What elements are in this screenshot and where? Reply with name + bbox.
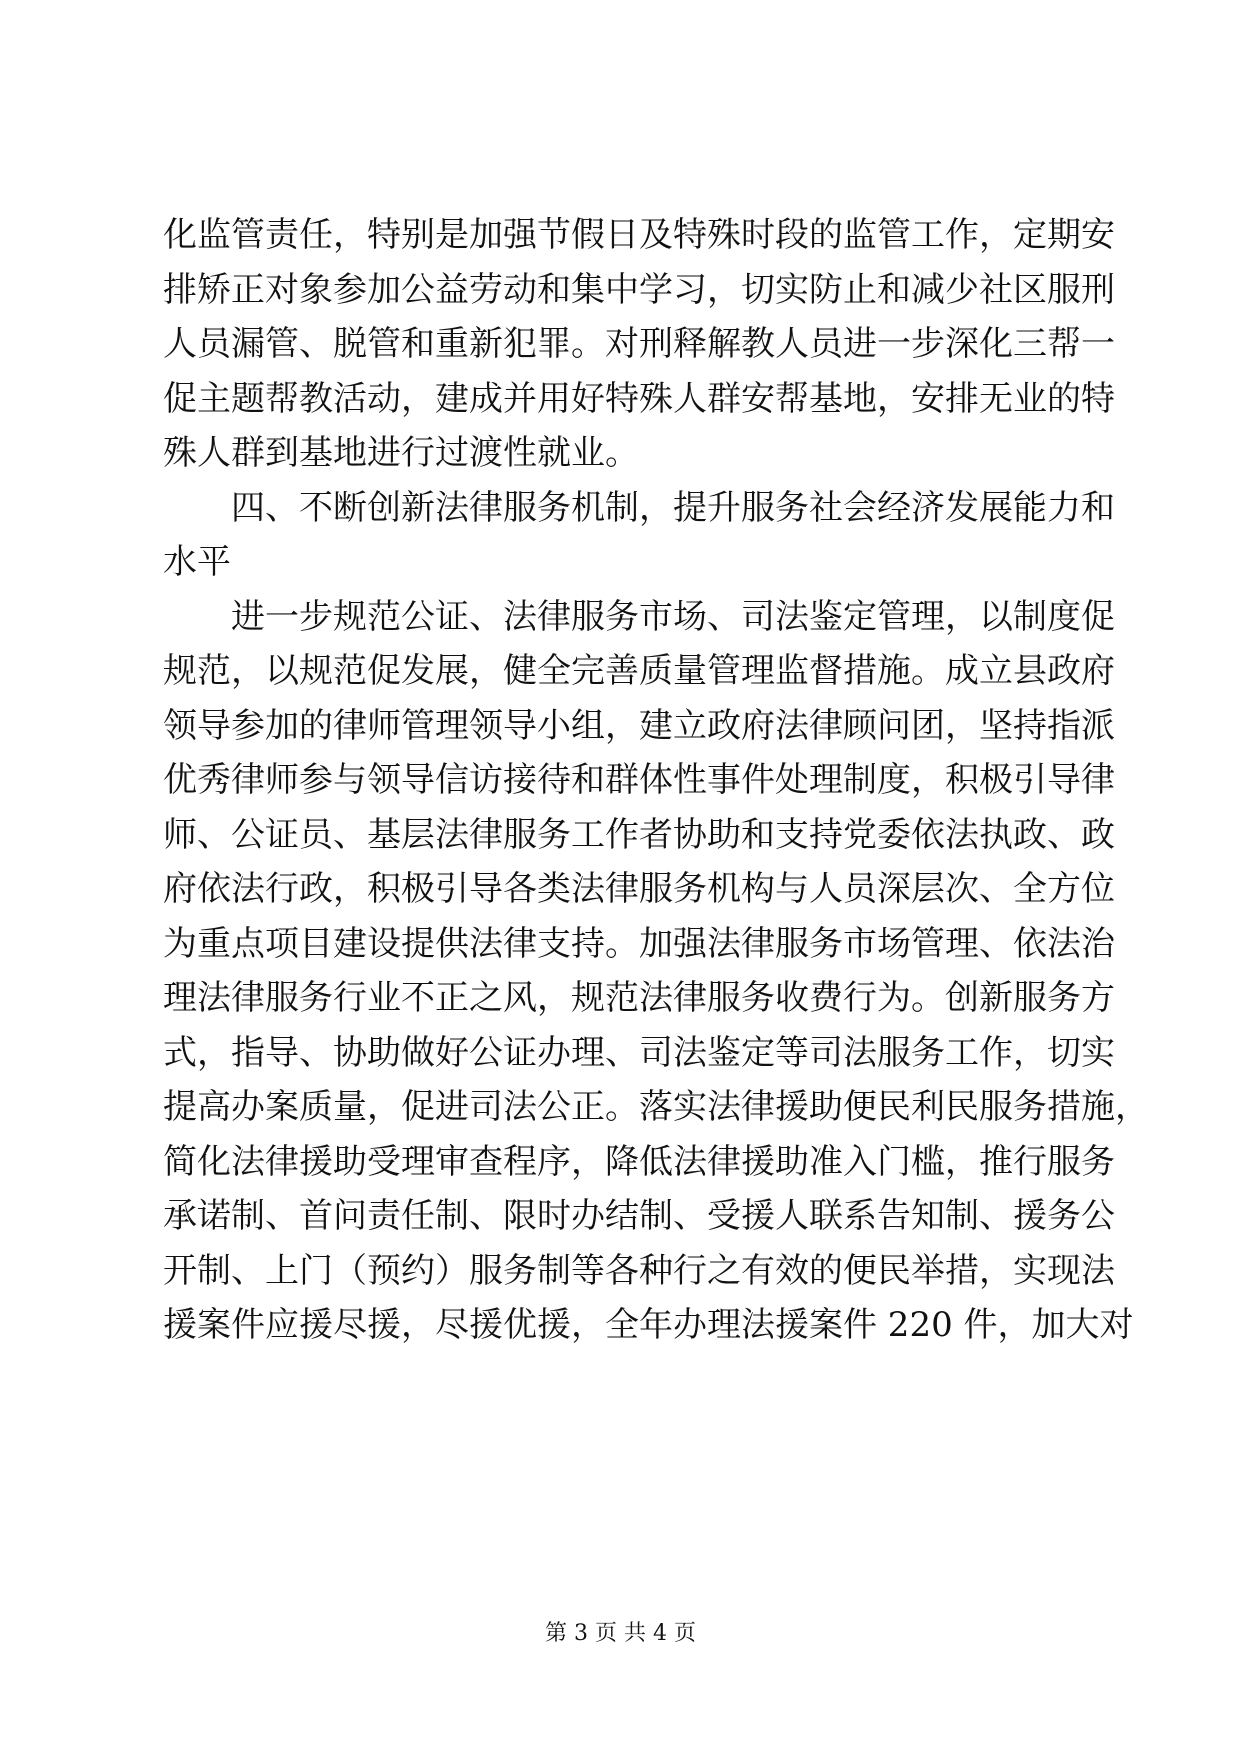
text-line: 简化法律援助受理审查程序，降低法律援助准入门槛，推行服务	[163, 1141, 1115, 1182]
text-line: 殊人群到基地进行过渡性就业。	[163, 433, 639, 473]
text-line: 化监管责任，特别是加强节假日及特殊时段的监管工作，定期安	[163, 215, 1115, 255]
text-line: 规范，以规范促发展，健全完善质量管理监督措施。成立县政府	[163, 651, 1115, 691]
text-line: 师、公证员、基层法律服务工作者协助和支持党委依法执政、政	[163, 814, 1115, 855]
text-line: 进一步规范公证、法律服务市场、司法鉴定管理，以制度促	[231, 596, 1115, 637]
text-line: 排矫正对象参加公益劳动和集中学习，切实防止和减少社区服刑	[163, 269, 1115, 310]
text-line: 人员漏管、脱管和重新犯罪。对刑释解教人员进一步深化三帮一	[163, 324, 1115, 364]
body-text	[163, 208, 1149, 1353]
text-line: 理法律服务行业不正之风，规范法律服务收费行为。创新服务方	[163, 978, 1115, 1018]
text-line: 府依法行政，积极引导各类法律服务机构与人员深层次、全方位	[163, 869, 1115, 909]
text-line: 承诺制、首问责任制、限时办结制、受援人联系告知制、援务公	[163, 1196, 1115, 1236]
text-line: 优秀律师参与领导信访接待和群体性事件处理制度，积极引导律	[163, 760, 1115, 800]
section-heading-line: 水平	[163, 542, 231, 582]
text-line: 援案件应援尽援，尽援优援，全年办理法援案件 220 件，加大对	[163, 1305, 1134, 1345]
text-line: 式，指导、协助做好公证办理、司法鉴定等司法服务工作，切实	[163, 1032, 1115, 1073]
page-footer: 第 3 页 共 4 页	[545, 1621, 696, 1646]
text-line: 提高办案质量，促进司法公正。落实法律援助便民利民服务措施，	[163, 1087, 1149, 1127]
text-line: 促主题帮教活动，建成并用好特殊人群安帮基地，安排无业的特	[163, 378, 1115, 419]
section-heading-line: 四、不断创新法律服务机制，提升服务社会经济发展能力和	[231, 487, 1115, 528]
text-line: 为重点项目建设提供法律支持。加强法律服务市场管理、依法治	[163, 923, 1115, 964]
text-line: 领导参加的律师管理领导小组，建立政府法律顾问团，坚持指派	[163, 705, 1115, 746]
text-line: 开制、上门（预约）服务制等各种行之有效的便民举措，实现法	[163, 1250, 1115, 1291]
